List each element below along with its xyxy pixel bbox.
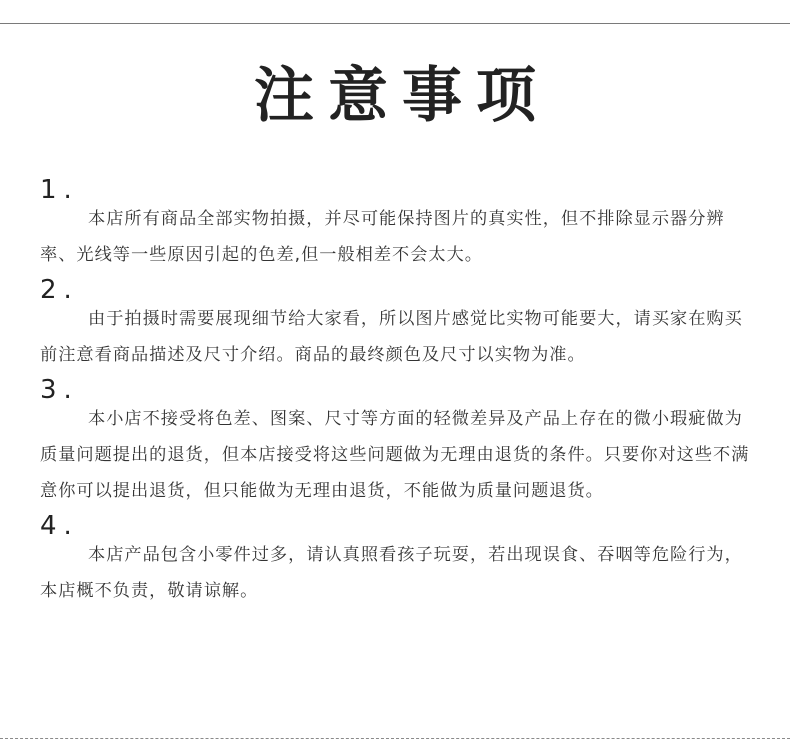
note-number: 1. [40,175,79,205]
note-item-2 [40,275,760,373]
note-text: 本店所有商品全部实物拍摄，并尽可能保持图片的真实性，但不排除显示器分辨率、光线等一些原因引起的色差,但一般相差不会太大。 [40,209,725,265]
page-title: 注意事项 [254,61,550,131]
note-number: 3. [40,375,79,406]
note-item-4 [40,511,760,609]
notes-list [40,175,760,610]
note-item-1 [40,175,760,273]
note-text: 由于拍摄时需要展现细节给大家看，所以图片感觉比实物可能要大，请买家在购买前注意看商品描述及尺寸介绍。商品的最终颜色及尺寸以实物为准。 [40,309,743,365]
note-number: 4. [40,511,79,542]
note-text: 本小店不接受将色差、图案、尺寸等方面的轻微差异及产品上存在的微小瑕疵做为质量问题提出的退货，但本店接受将这些问题做为无理由退货的条件。只要你对这些不满意你可以提出退货，但只能做为无理由退货，不能做为质量问题退货。 [40,409,750,501]
note-text: 本店产品包含小零件过多，请认真照看孩子玩耍，若出现误食、吞咽等危险行为，本店概不负责，敬请谅解。 [40,545,743,601]
note-number: 2. [40,275,79,306]
top-divider [0,23,790,24]
bottom-dashed-divider [0,738,790,739]
note-item-3 [40,375,760,509]
